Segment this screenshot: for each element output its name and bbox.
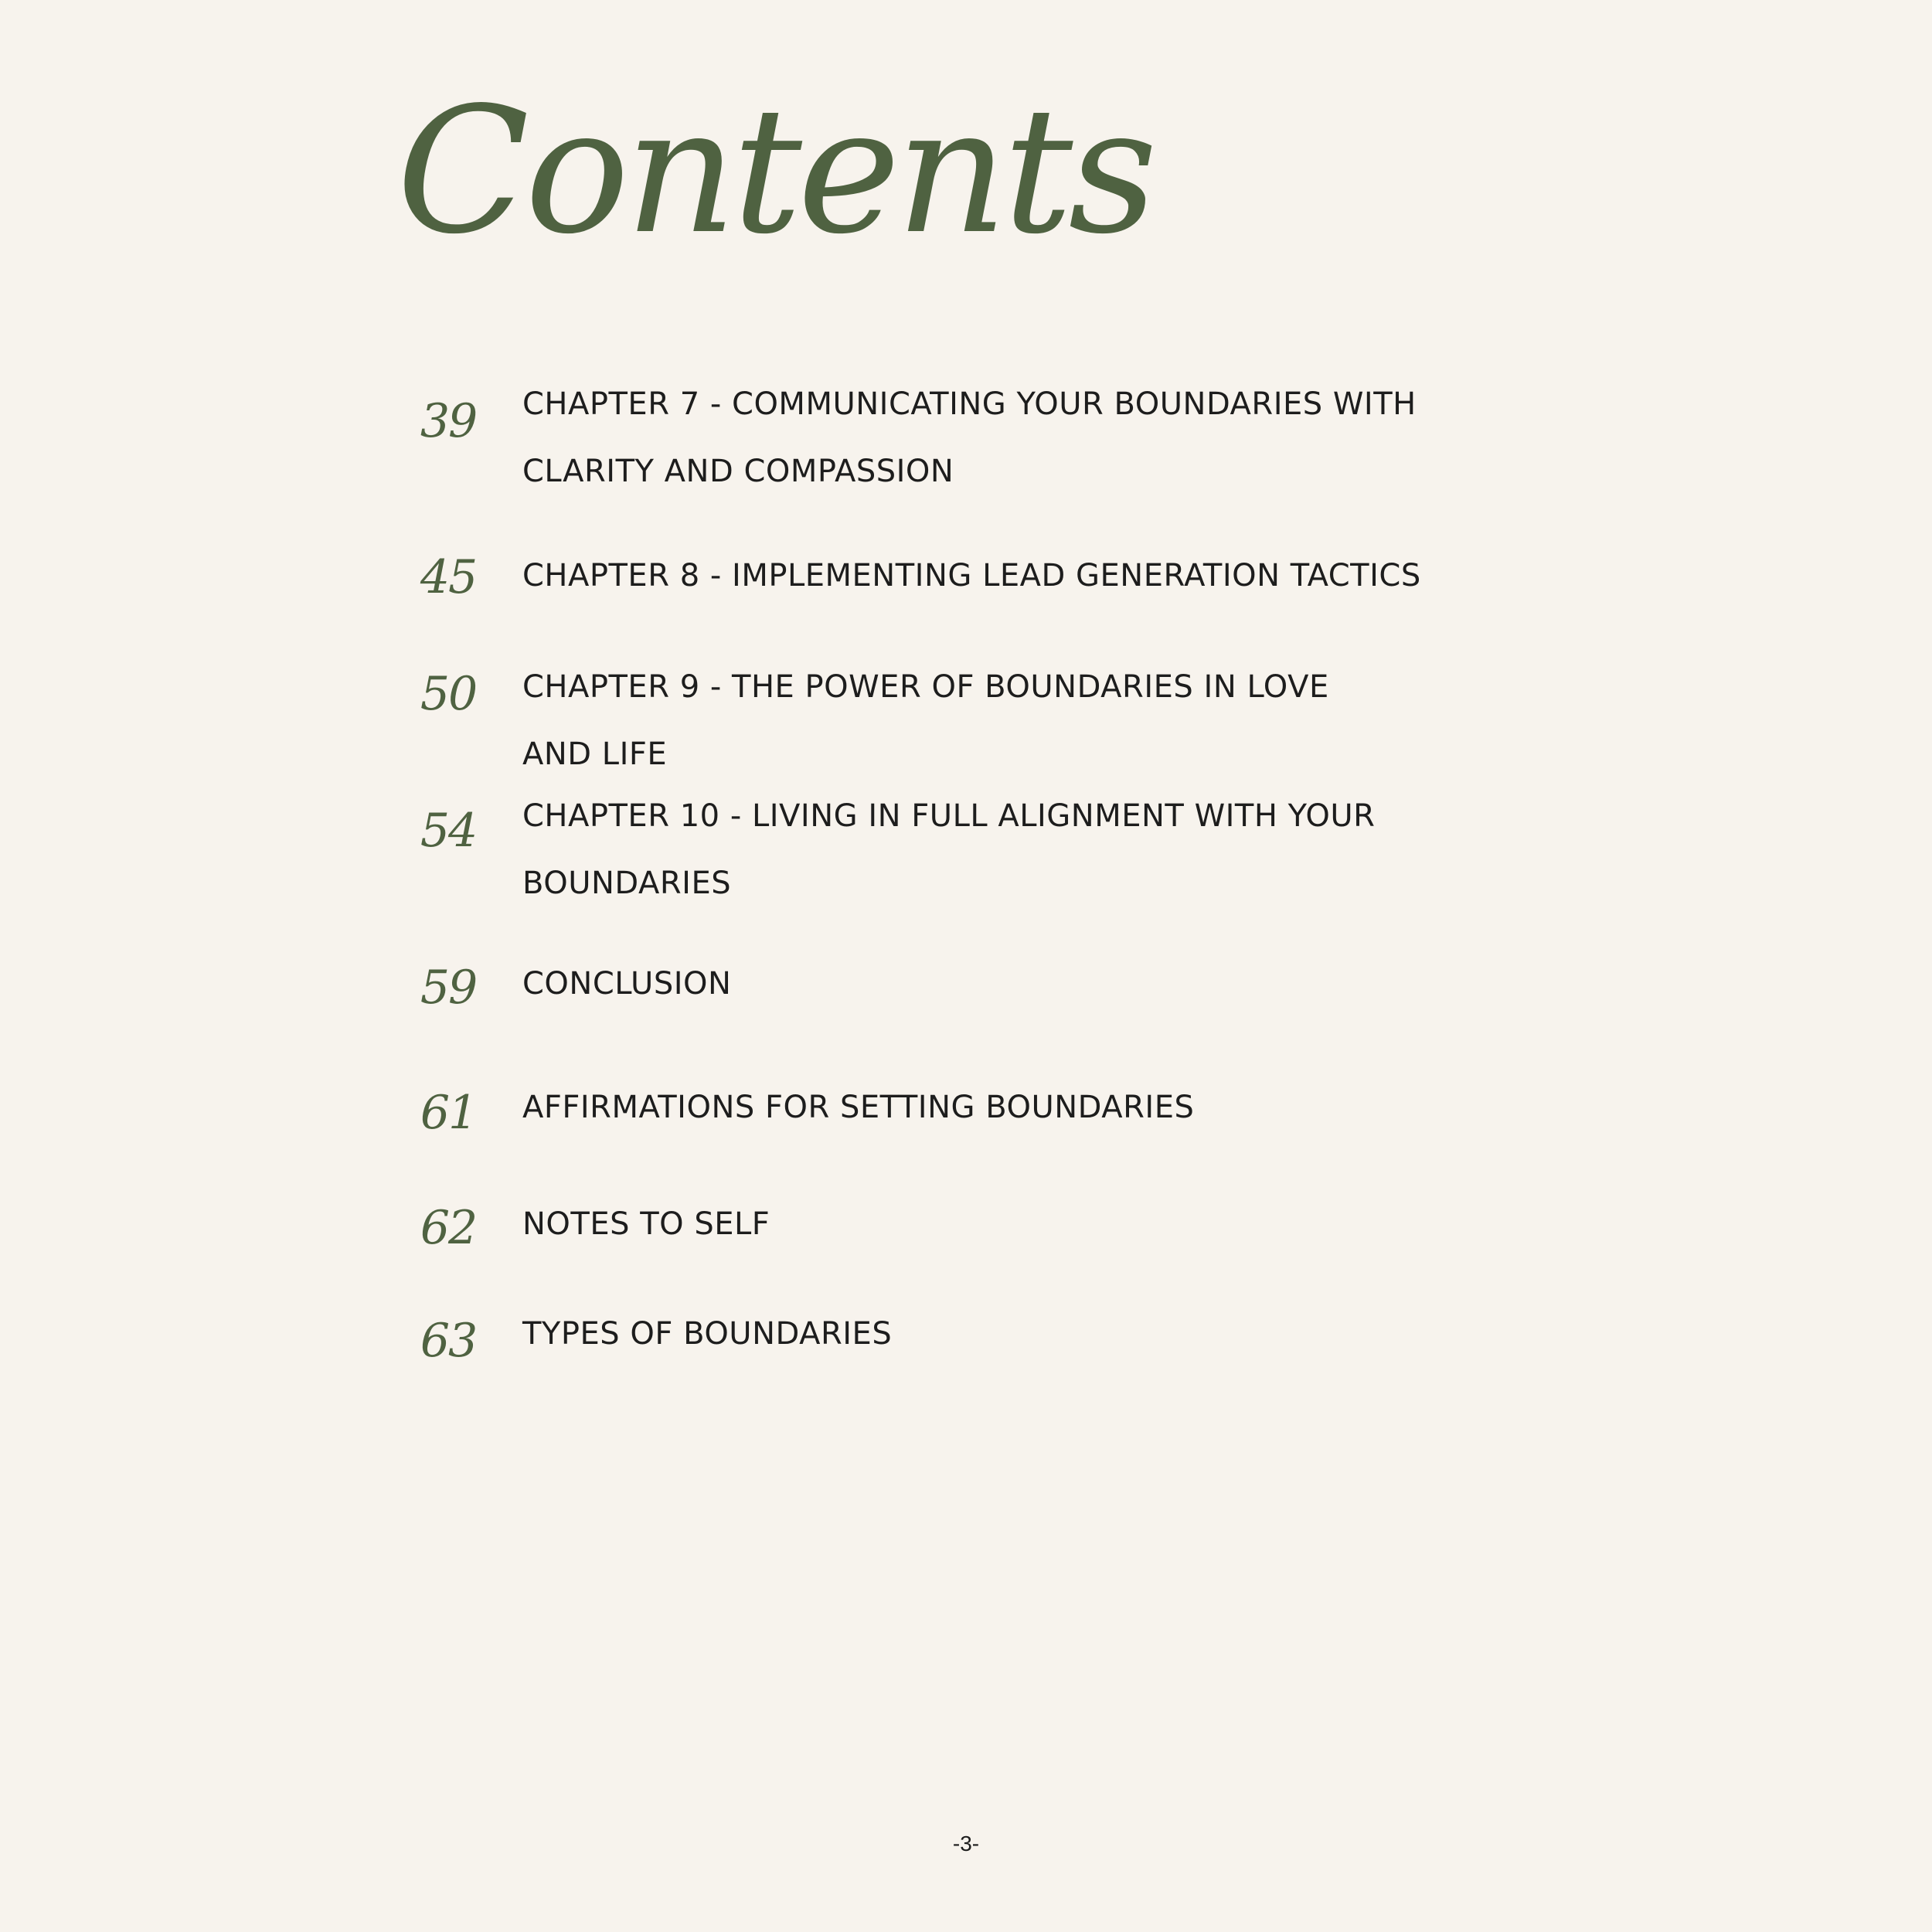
toc-page-number: 54 (420, 804, 477, 858)
toc-entry-title: AFFIRMATIONS FOR SETTING BOUNDARIES (522, 1090, 1195, 1125)
toc-entry-title: CHAPTER 10 - LIVING IN FULL ALIGNMENT WITH YOUR BOUNDARIES (522, 798, 1376, 901)
toc-page-number: 61 (420, 1086, 477, 1140)
toc-page-number: 62 (420, 1201, 477, 1255)
toc-page-number: 39 (420, 394, 477, 448)
toc-entry-title: CONCLUSION (522, 966, 732, 1002)
toc-entry-title: CHAPTER 7 - COMMUNICATING YOUR BOUNDARIES WITH CLARITY AND COMPASSION (522, 386, 1417, 489)
toc-page-number: 50 (420, 667, 477, 721)
toc-entry-title: NOTES TO SELF (522, 1206, 770, 1242)
page-number-footer: -3- (952, 1832, 980, 1855)
toc-page-number: 63 (420, 1314, 477, 1368)
toc-entry-title: CHAPTER 8 - IMPLEMENTING LEAD GENERATION TACTICS (522, 558, 1421, 594)
toc-entry-title: CHAPTER 9 - THE POWER OF BOUNDARIES IN LOVE AND LIFE (522, 669, 1329, 772)
toc-page-number: 59 (420, 961, 477, 1015)
page-title: Contents (396, 70, 1153, 273)
toc-entry-title: TYPES OF BOUNDARIES (522, 1316, 893, 1352)
toc-page-number: 45 (420, 550, 477, 604)
